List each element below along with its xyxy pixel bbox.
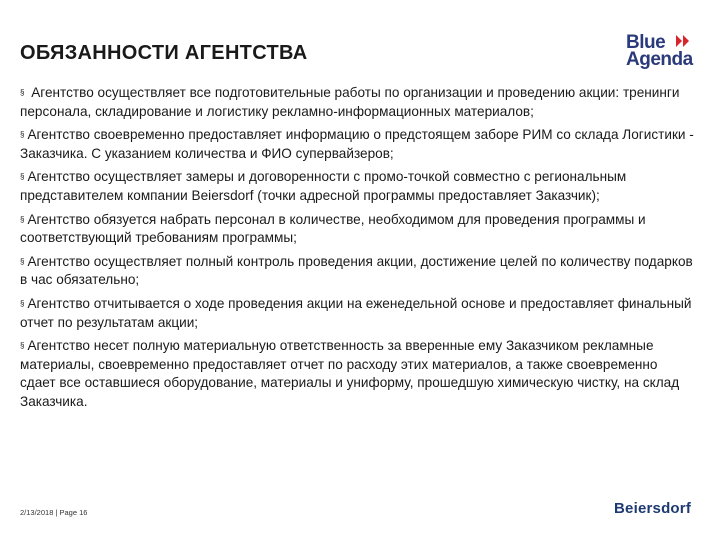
blue-agenda-logo bbox=[626, 33, 706, 73]
beiersdorf-logo: Beiersdorf bbox=[614, 500, 692, 517]
bullet-marker: § bbox=[20, 214, 25, 224]
bullet-marker: § bbox=[20, 172, 25, 182]
bullet-marker: § bbox=[20, 341, 25, 351]
list-item bbox=[20, 253, 696, 290]
bullet-text: Агентство осуществляет все подготовительные работы по организации и проведению акции: тренинги персонала, складирование и логистику рекламно-информационных материалов; bbox=[20, 85, 680, 119]
list-item bbox=[20, 295, 696, 332]
footer-date-page: 2/13/2018 | Page 16 bbox=[20, 508, 88, 517]
bullet-text: Агентство осуществляет замеры и договоренности с промо-точкой совместно с региональным представителем компании Beiersdorf (точки адресной программы предоставляет Заказчик); bbox=[20, 169, 627, 203]
list-item bbox=[20, 337, 696, 411]
bullet-list bbox=[20, 84, 696, 417]
bullet-text: Агентство своевременно предоставляет информацию о предстоящем заборе РИМ со склада Логистики - Заказчика. С указанием количества и ФИО супервайзеров; bbox=[20, 127, 694, 161]
bullet-marker: § bbox=[20, 130, 25, 140]
bullet-text: Агентство несет полную материальную ответственность за вверенные ему Заказчиком рекламные материалы, своевременно предоставляет отчет по расходу этих материалов, а также своевременно сдает все оставшиеся оборудование, материалы и униформу, прошедшую химическую чистку, на склад Заказчика. bbox=[20, 338, 680, 409]
logo-line-1: Blue bbox=[626, 32, 666, 53]
bullet-text: Агентство обязуется набрать персонал в количестве, необходимом для проведения программы и соответствующий требованиям программы; bbox=[20, 211, 646, 246]
bullet-text: Агентство осуществляет полный контроль проведения акции, достижение целей по количеству подарков в час обязательно; bbox=[20, 253, 693, 288]
slide-title: ОБЯЗАННОСТИ АГЕНТСТВА bbox=[20, 42, 308, 64]
bullet-marker: § bbox=[20, 88, 25, 97]
bullet-marker: § bbox=[20, 298, 25, 308]
list-item bbox=[20, 211, 696, 248]
bullet-marker: § bbox=[20, 256, 25, 266]
double-arrow-icon bbox=[676, 35, 692, 47]
logo-line-2: Agenda bbox=[626, 49, 693, 70]
list-item bbox=[20, 84, 696, 121]
bullet-text: Агентство отчитывается о ходе проведения акции на еженедельной основе и предоставляет финальный отчет по результатам акции; bbox=[20, 295, 692, 330]
list-item bbox=[20, 168, 696, 205]
list-item bbox=[20, 126, 696, 163]
